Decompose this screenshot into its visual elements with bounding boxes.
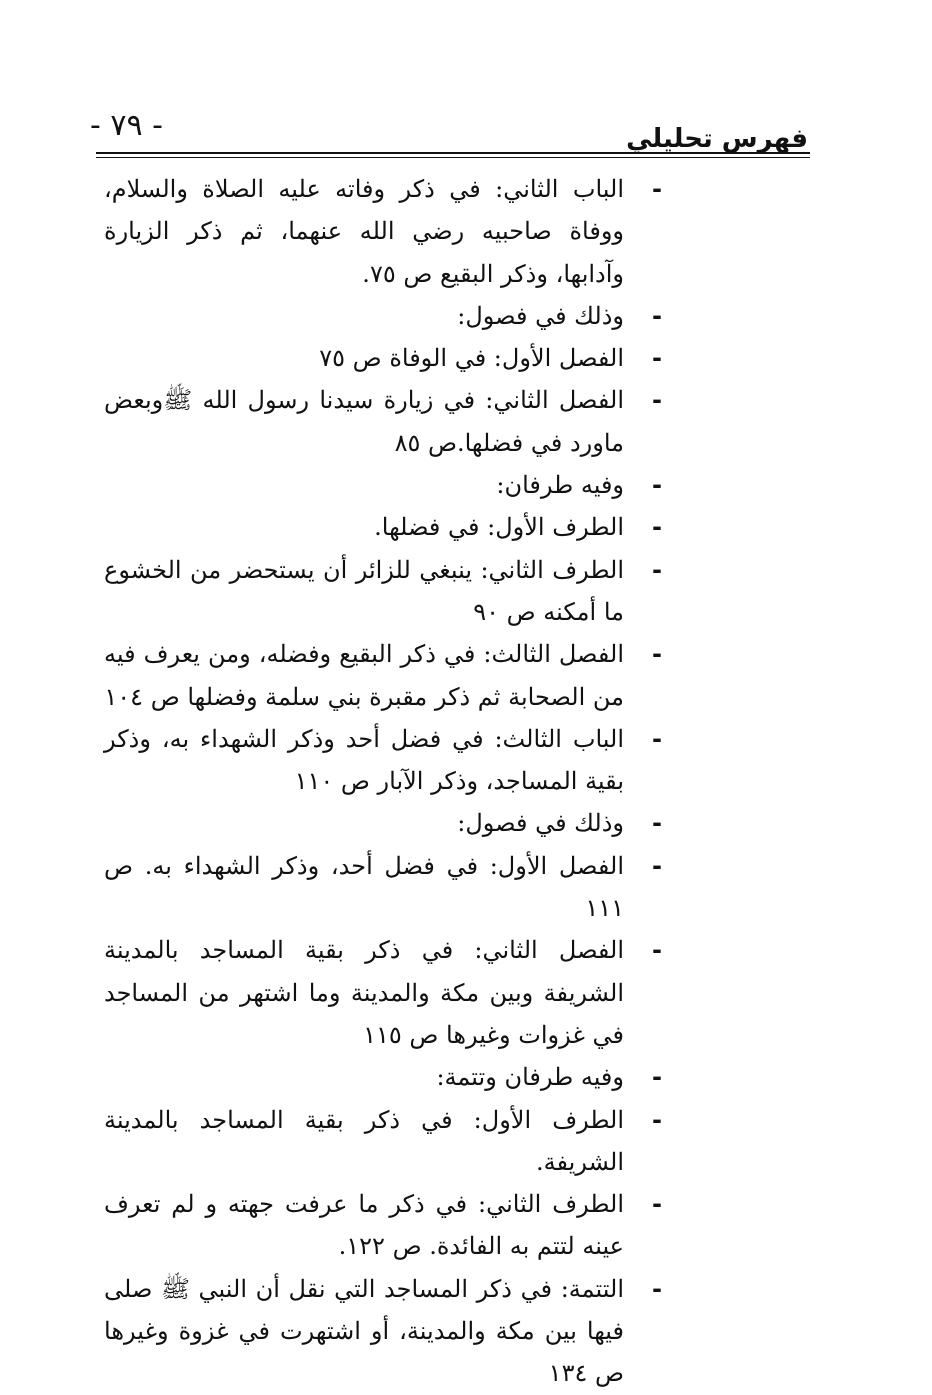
index-entry: [104, 718, 662, 803]
bullet-dash: -: [652, 301, 662, 330]
index-entries-list: [104, 168, 662, 1395]
bullet-dash: -: [652, 936, 662, 965]
entry-text: الفصل الثاني: في زيارة سيدنا رسول الله ﷺوبعض ماورد في فضلها.ص ٨٥: [104, 386, 624, 457]
entry-text: الطرف الثاني: ينبغي للزائر أن يستحضر من الخشوع ما أمكنه ص ٩٠: [104, 555, 624, 626]
index-entry: [104, 929, 662, 1056]
entry-text: الطرف الأول: في فضلها.: [374, 513, 624, 542]
entry-text: الفصل الأول: في فضل أحد، وذكر الشهداء به. ص ١١١: [104, 851, 624, 923]
index-entry: [104, 295, 662, 337]
bullet-dash: -: [652, 724, 662, 753]
entry-text: وفيه طرفان:: [496, 471, 624, 500]
bullet-dash: -: [652, 344, 662, 373]
index-entry: [104, 506, 662, 548]
bullet-dash: -: [652, 471, 662, 500]
index-entry: [104, 379, 662, 464]
index-entry: [104, 1268, 662, 1395]
header-rule: [96, 152, 810, 154]
bullet-dash: -: [652, 640, 662, 669]
index-entry: [104, 337, 662, 379]
index-entry: [104, 549, 662, 634]
entry-text: الباب الثالث: في فضل أحد وذكر الشهداء به، وذكر بقية المساجد، وذكر الآبار ص ١١٠: [104, 724, 624, 796]
index-entry: [104, 464, 662, 506]
index-entry: [104, 633, 662, 718]
entry-text: الطرف الأول: في ذكر بقية المساجد بالمدينة الشريفة.: [104, 1105, 624, 1176]
bullet-dash: -: [652, 851, 662, 880]
bullet-dash: -: [652, 386, 662, 415]
index-entry: [104, 168, 662, 295]
index-entry: [104, 1056, 662, 1098]
index-entry: [104, 802, 662, 844]
page-number: - ٧٩ -: [90, 108, 163, 143]
entry-text: الفصل الثاني: في ذكر بقية المساجد بالمدينة الشريفة وبين مكة والمدينة وما اشتهر من المساجد في غزوات وغيرها ص ١١٥: [104, 936, 624, 1049]
bullet-dash: -: [652, 1274, 662, 1303]
index-entry: [104, 1099, 662, 1184]
index-entry: [104, 845, 662, 930]
bullet-dash: -: [652, 809, 662, 838]
entry-text: التتمة: في ذكر المساجد التي نقل أن النبي ﷺ صلى فيها بين مكة والمدينة، أو اشتهرت في غزوة وغيرها ص ١٣٤: [104, 1274, 624, 1388]
running-head-title: فهرس تحليلي: [626, 124, 808, 154]
entry-text: الفصل الأول: في الوفاة ص ٧٥: [319, 344, 624, 373]
entry-text: وذلك في فصول:: [457, 301, 624, 330]
bullet-dash: -: [652, 555, 662, 584]
bullet-dash: -: [652, 513, 662, 542]
bullet-dash: -: [652, 175, 662, 203]
bullet-dash: -: [652, 1105, 662, 1134]
entry-text: وذلك في فصول:: [457, 809, 624, 838]
index-entry: [104, 1183, 662, 1268]
entry-text: الفصل الثالث: في ذكر البقيع وفضله، ومن يعرف فيه من الصحابة ثم ذكر مقبرة بني سلمة وفضلها ص ١٠٤: [104, 640, 624, 711]
header-rule-thin: [96, 157, 810, 158]
bullet-dash: -: [652, 1063, 662, 1092]
entry-text: الطرف الثاني: في ذكر ما عرفت جهته و لم تعرف عينه لتتم به الفائدة. ص ١٢٢.: [104, 1190, 624, 1261]
bullet-dash: -: [652, 1190, 662, 1219]
entry-text: وفيه طرفان وتتمة:: [436, 1063, 624, 1092]
entry-text: الباب الثاني: في ذكر وفاته عليه الصلاة والسلام، ووفاة صاحبيه رضي الله عنهما، ثم ذكر الزيارة وآدابها، وذكر البقيع ص ٧٥.: [104, 175, 624, 288]
